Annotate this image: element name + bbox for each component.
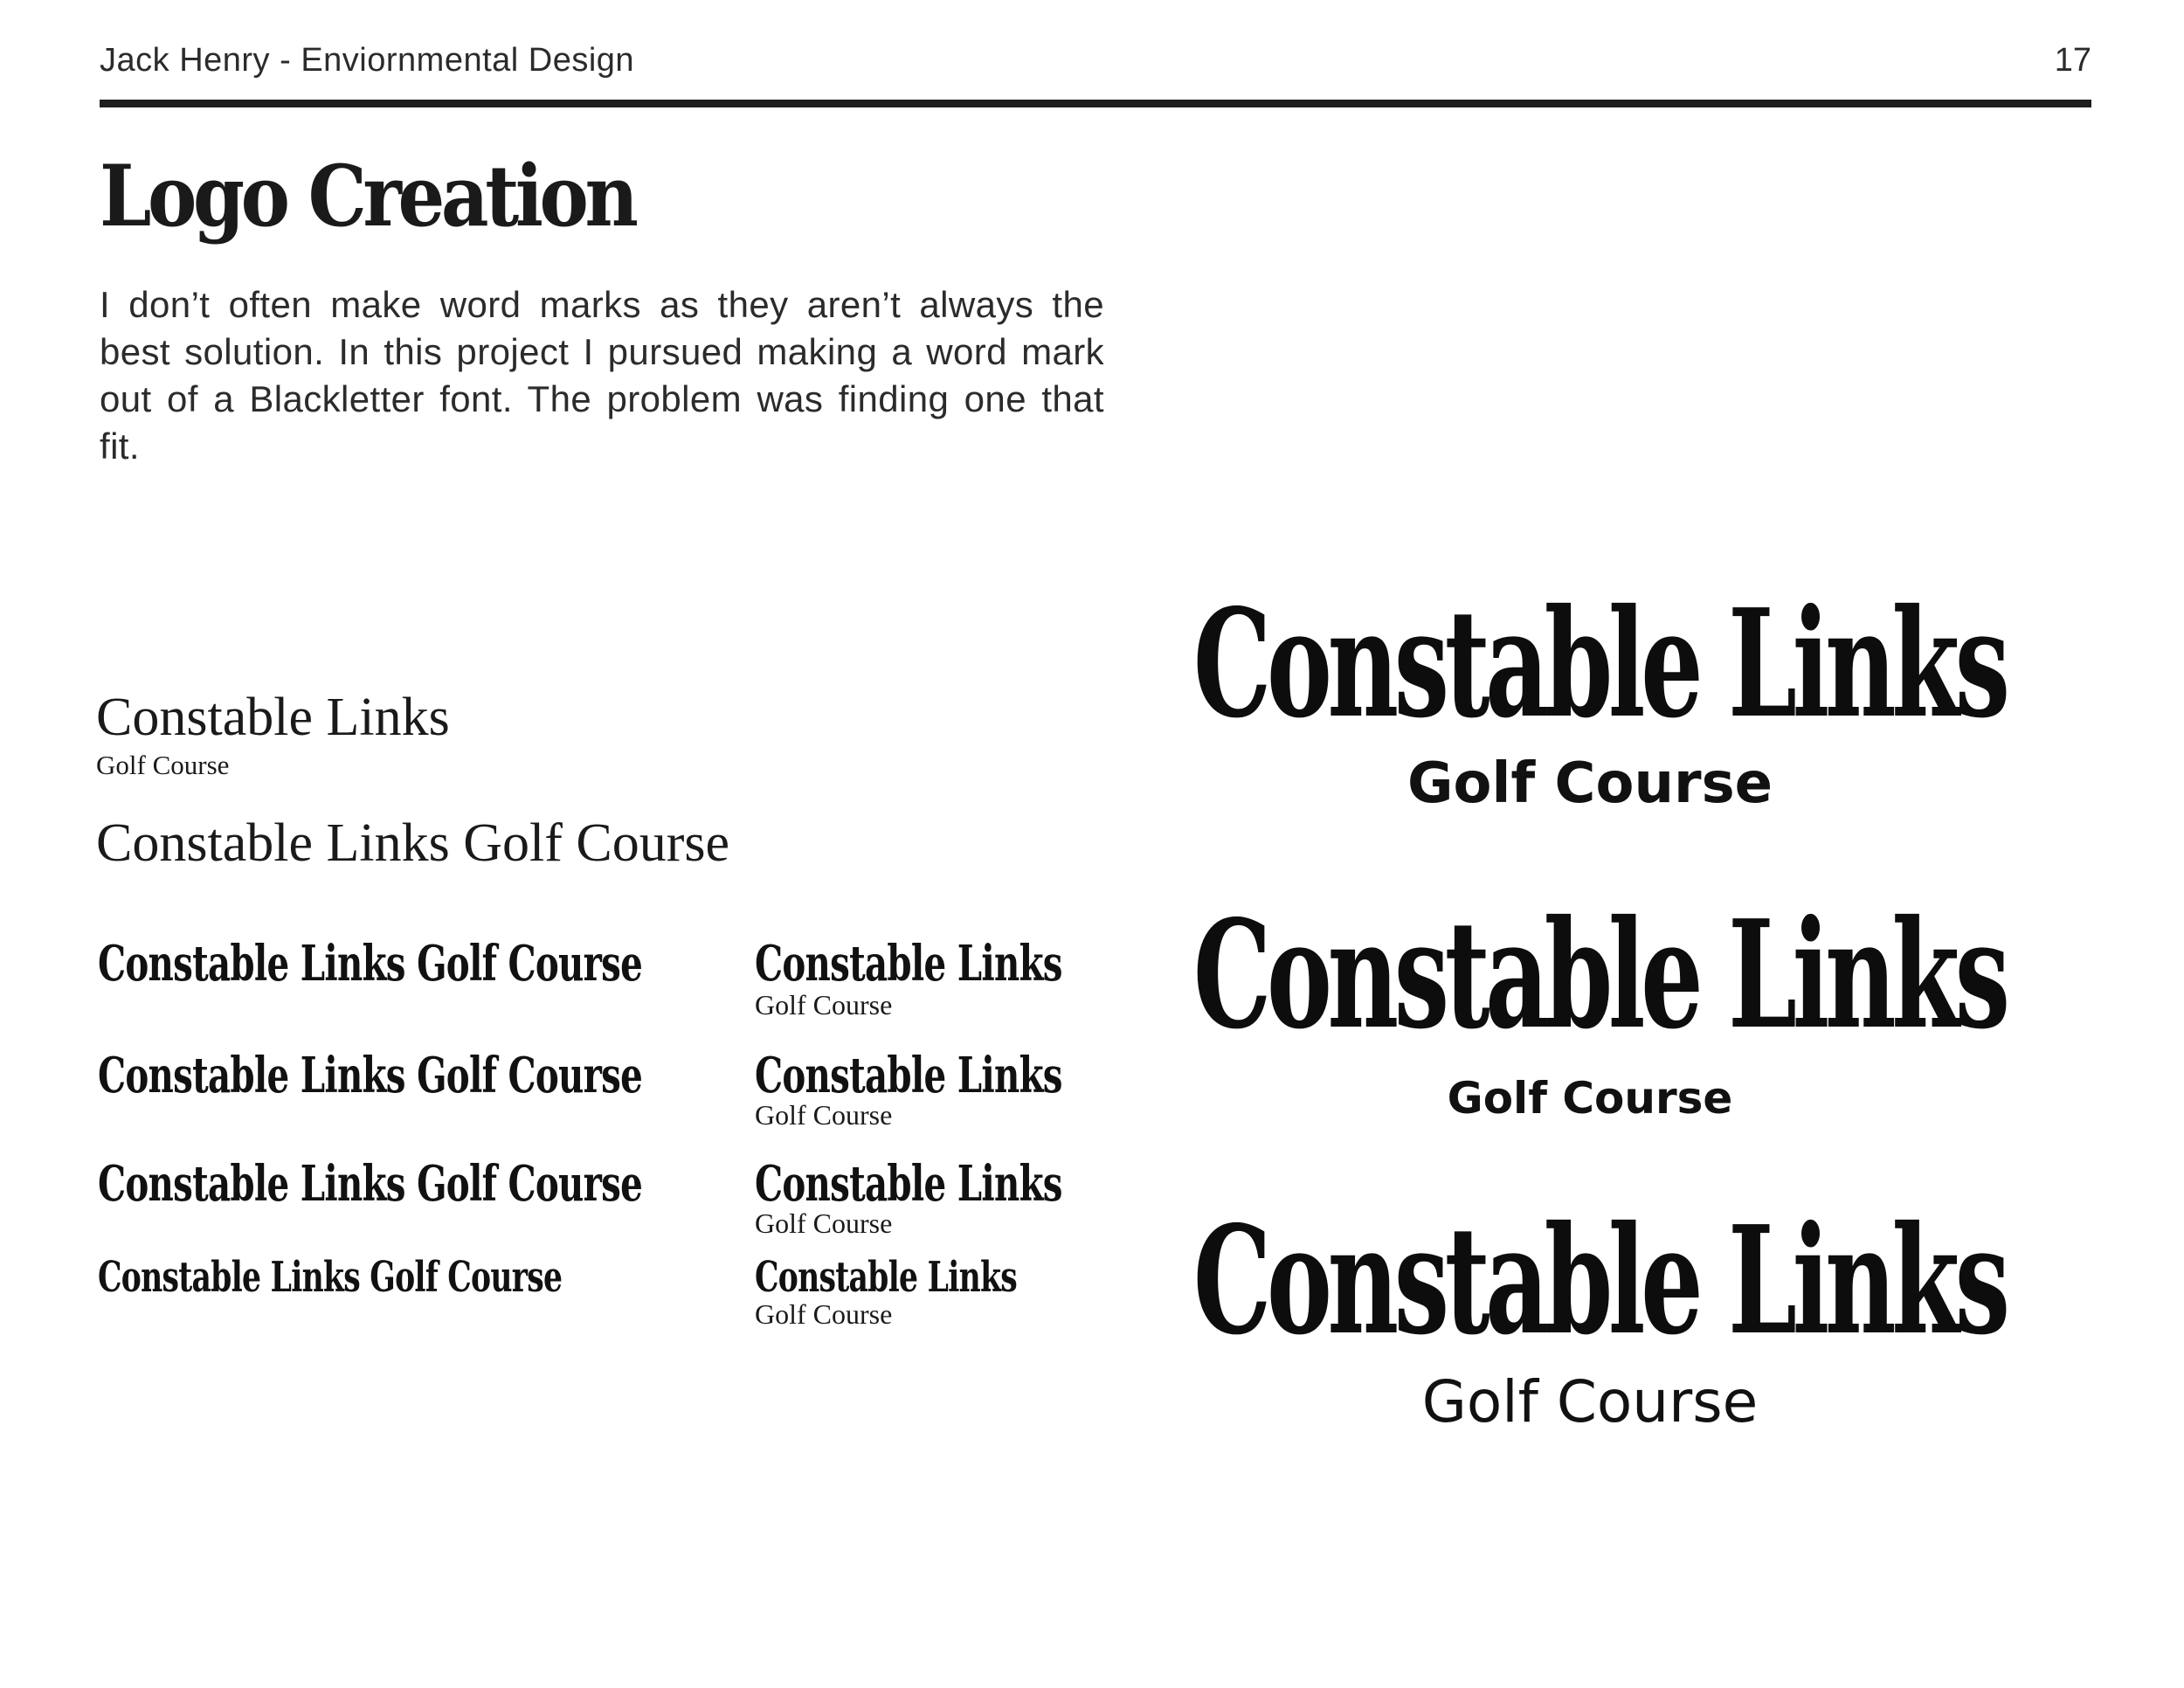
blackletter-stacked-name-4: Constable Links [755, 1253, 1017, 1302]
blackletter-stacked-sub-4: Golf Course [755, 1298, 893, 1330]
header-divider [100, 100, 2091, 107]
blackletter-stacked-name-3: Constable Links [755, 1155, 1062, 1213]
intro-paragraph: I don’t often make word marks as they aren’t always the best solution. In this project I pursued making a word mark out of a Blackletter font. The problem was finding one that fit. [100, 284, 1104, 467]
final-mark-sub-3: Golf Course [1421, 1368, 1759, 1435]
blackletter-inline-4: Constable Links Golf Course [98, 1253, 563, 1302]
final-mark-name-2: Constable Links [1193, 888, 2006, 1062]
final-mark-name-3: Constable Links [1193, 1193, 2006, 1368]
final-mark-sub-1: Golf Course [1406, 751, 1773, 816]
page-title: Logo Creation [100, 147, 635, 246]
blackletter-stacked-name-1: Constable Links [755, 935, 1062, 993]
blackletter-inline-1: Constable Links Golf Course [98, 935, 643, 993]
blackletter-inline-3: Constable Links Golf Course [98, 1155, 643, 1213]
blackletter-stacked-name-2: Constable Links [755, 1047, 1062, 1104]
final-mark-name-1: Constable Links [1193, 577, 2006, 751]
header-document-title: Jack Henry - Enviornmental Design [100, 42, 635, 79]
blackletter-stacked-sub-2: Golf Course [755, 1099, 893, 1131]
blackletter-inline-2: Constable Links Golf Course [98, 1047, 643, 1104]
page-number: 17 [2054, 42, 2091, 79]
blackletter-stacked-sub-3: Golf Course [755, 1207, 893, 1239]
final-mark-sub-2: Golf Course [1447, 1073, 1733, 1124]
serif-stacked-name: Constable Links [96, 688, 450, 747]
serif-inline-name: Constable Links Golf Course [96, 813, 729, 873]
blackletter-stacked-sub-1: Golf Course [755, 989, 893, 1020]
serif-stacked-sub: Golf Course [96, 750, 230, 780]
